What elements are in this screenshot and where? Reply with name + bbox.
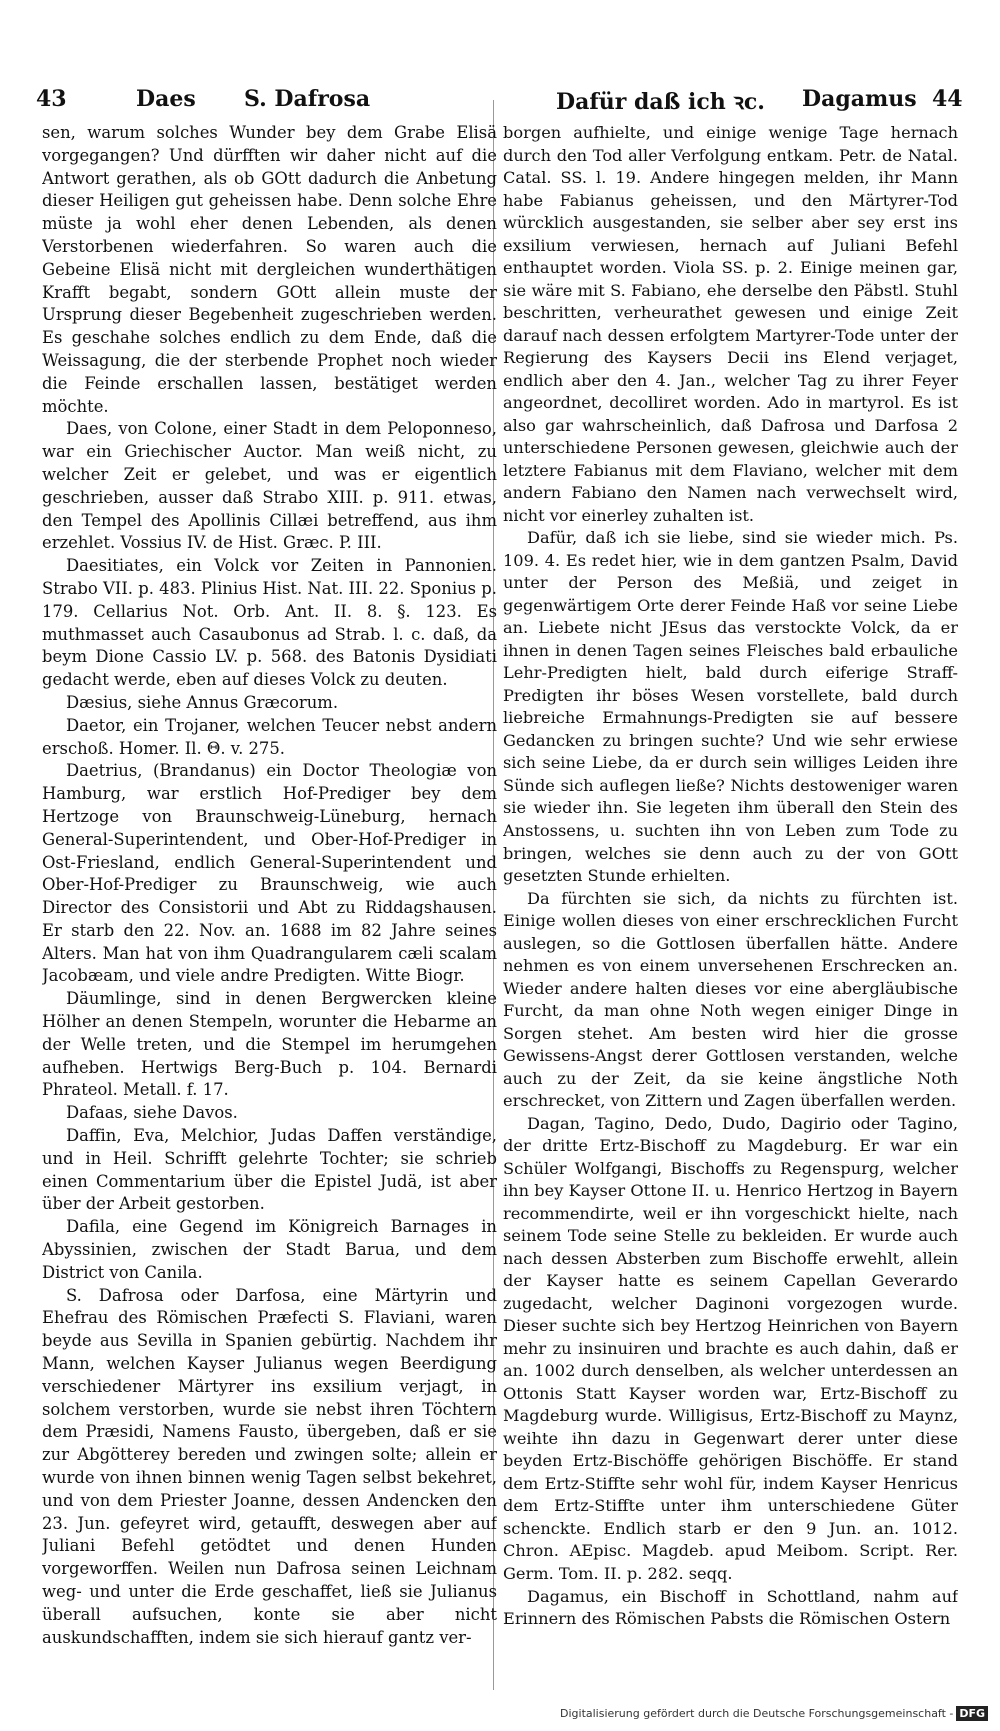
footer-text: Digitalisierung gefördert durch die Deutsche Forschungsgemeinschaft - — [560, 1707, 954, 1720]
entry-paragraph: Dafila, eine Gegend im Königreich Barnages in Abyssinien, zwischen der Stadt Barua, und dem District von Canila. — [42, 1217, 497, 1282]
entry-paragraph: Dafaas, siehe Davos. — [66, 1103, 238, 1123]
catchword-right-2: Dagamus — [802, 86, 917, 112]
page-number-right: 44 — [932, 86, 963, 112]
entry-paragraph: Dafür, daß ich sie liebe, sind sie wieder mich. Ps. 109. 4. Es redet hier, wie in dem gantzen Psalm, David unter der Person des Meßiä, und zeiget in gegenwärtigem Orte derer Feinde Haß vor seine Liebe an. Liebete nicht JEsus das verstockte Volck, da er ihnen in denen Tagen seines Fleisches bald erbauliche Lehr-Predigten hielt, bald durch eiferige Straff-Predigten ihr böses Wesen vorstellete, bald durch liebreiche Ermahnungs-Predigten sie auf bessere Gedancken zu bringen suchte? Und wie sehr erwiese sich seine Liebe, da er durch sein williges Leiden ihre Sünde sich auflegen ließe? Nichts destoweniger waren sie wieder ihn. Sie legeten ihm überall den Stein des Anstossens, u. suchten ihn von Leben zum Tode zu bringen, welches sie denn auch zu der von GOtt gesetzten Stunde erhielten. — [503, 528, 958, 886]
entry-paragraph: Däumlinge, sind in denen Bergwercken kleine Hölher an denen Stempeln, worunter die Hebarme an der Welle treten, und die Stempel im herumgehen aufheben. Hertwigs Berg-Buch p. 104. Bernardi Phrateol. Metall. f. 17. — [42, 989, 497, 1100]
entry-paragraph: Daetrius, (Brandanus) ein Doctor Theologiæ von Hamburg, war erstlich Hof-Prediger bey dem Hertzoge von Braunschweig-Lüneburg, hernach General-Superintendent, und Ober-Hof-Prediger in Ost-Friesland, endlich General-Superintendent und Ober-Hof-Prediger zu Braunschweig, wie auch Director des Consistorii und Abt zu Riddagshausen. Er starb den 22. Nov. an. 1688 im 82 Jahre seines Alters. Man hat von ihm Quadrangularem cæli scalam Jacobæam, und viele andre Predigten. Witte Biogr. — [42, 761, 497, 986]
entry-paragraph: Daetor, ein Trojaner, welchen Teucer nebst andern erschoß. Homer. Il. Θ. v. 275. — [42, 715, 497, 758]
catchword-left-2: S. Dafrosa — [244, 86, 371, 112]
dfg-logo: DFG — [956, 1706, 988, 1721]
entry-paragraph: borgen aufhielte, und einige wenige Tage hernach durch den Tod aller Verfolgung entkam. Petr. de Natal. Catal. SS. l. 19. Andere hingegen melden, ihr Mann habe Fabianus geheissen, und den Märtyrer-Tod würcklich ausgestanden, sie selber aber sey erst ins exsilium verwiesen, hernach auf Juliani Befehl enthauptet worden. Viola SS. p. 2. Einige meinen gar, sie wäre mit S. Fabiano, ehe derselbe den Päbstl. Stuhl beschritten, verheurathet gewesen und einige Zeit darauf nach dessen erfolgtem Martyrer-Tode unter der Regierung des Kaysers Decii ins Elend verjaget, endlich aber den 4. Jan., welcher Tag zu ihrer Feyer angeordnet, decolliret worden. Ado in martyrol. Es ist also gar wahrscheinlich, daß Dafrosa und Darfosa 2 unterschiedene Personen gewesen, gleichwie auch der letztere Fabianus mit dem Flaviano, welcher mit dem andern Fabiano den Namen nach verwechselt wird, nicht vor einerley zuhalten ist. — [503, 123, 958, 525]
entry-paragraph: S. Dafrosa oder Darfosa, eine Märtyrin und Ehefrau des Römischen Præfecti S. Flaviani, waren beyde aus Sevilla in Spanien gebürtig. Nachdem ihr Mann, welchen Kayser Julianus wegen Beerdigung verschiedener Märtyrer ins exsilium verjagt, in solchem verstorben, wurde sie nebst ihren Töchtern dem Præsidi, Namens Fausto, übergeben, daß er sie zur Abgötterey bereden und zwingen solte; allein er wurde von ihnen binnen wenig Tagen selbst bekehret, und von dem Priester Joanne, dessen Andencken den 23. Jun. gefeyret wird, getaufft, deswegen aber auf Juliani Befehl getödtet und denen Hunden vorgeworffen. Weilen nun Dafrosa seinen Leichnam weg- und unter die Erde geschaffet, ließ sie Julianus überall aufsuchen, konte sie aber nicht auskundschafften, indem sie sich hierauf gantz ver- — [42, 1285, 497, 1647]
entry-paragraph: Da fürchten sie sich, da nichts zu fürchten ist. Einige wollen dieses von einer erschrecklichen Furcht auslegen, so die Gottlosen überfallen hätte. Andere nehmen es von einem unversehenen Erschrecken an. Wieder andere halten dieses vor eine abergläubische Furcht, da man ohne Noth wegen einiger Dinge in Sorgen stehet. Am besten wird hier die grosse Gewissens-Angst derer Gottlosen verstanden, welche auch zu der Zeit, da sie keine ängstliche Noth erschrecket, von Zittern und Zagen überfallen werden. — [503, 888, 958, 1111]
page-number-left: 43 — [36, 86, 67, 112]
entry-paragraph: Daes, von Colone, einer Stadt in dem Peloponneso, war ein Griechischer Auctor. Man weiß nicht, zu welcher Zeit er gelebet, und was er eigentlich geschrieben, ausser daß Strabo XIII. p. 911. etwas, den Tempel des Apollinis Cillæi betreffend, aus ihm erzehlet. Vossius IV. de Hist. Græc. P. III. — [42, 419, 497, 553]
entry-paragraph: sen, warum solches Wunder bey dem Grabe Elisä vorgegangen? Und dürfften wir daher nicht auf die Antwort gerathen, als ob GOtt dadurch die Anbetung dieser Heiligen gut geheissen habe. Denn solche Ehre müste ja wohl eher denen Lebenden, als denen Verstorbenen wiederfahren. So waren auch die Gebeine Elisä nicht mit dergleichen wunderthätigen Krafft begabt, sondern GOtt allein muste der Ursprung dieser Begebenheit zugeschrieben werden. Es geschahe solches endlich zu dem Ende, daß die Weissagung, die der sterbende Prophet noch wieder die Feinde erschallen lassen, bestätiget werden möchte. — [42, 123, 497, 416]
entry-paragraph: Dagamus, ein Bischoff in Schottland, nahm auf Erinnern des Römischen Pabsts die Römischen Ostern — [503, 1586, 958, 1629]
running-header — [36, 86, 963, 120]
entry-paragraph: Daesitiates, ein Volck vor Zeiten in Pannonien. Strabo VII. p. 483. Plinius Hist. Nat. III. 22. Sponius p. 179. Cellarius Not. Orb. Ant. II. 8. §. 123. Es muthmasset auch Casaubonus ad Strab. l. c. daß, da beym Dione Cassio LV. p. 568. des Batonis Dysidiati gedacht werde, eben auf dieses Volck zu deuten. — [42, 556, 497, 690]
catchword-left-1: Daes — [136, 86, 196, 112]
left-column — [42, 122, 497, 1682]
right-column — [503, 122, 958, 1682]
entry-paragraph: Daffin, Eva, Melchior, Judas Daffen verständige, und in Heil. Schrifft gelehrte Tochter; sie schrieb einen Commentarium über die Epistel Judä, ist aber über der Arbeit gestorben. — [42, 1126, 497, 1214]
digitization-footer — [560, 1706, 986, 1726]
entry-paragraph: Dagan, Tagino, Dedo, Dudo, Dagirio oder Tagino, der dritte Ertz-Bischoff zu Magdeburg. Er war ein Schüler Wolfgangi, Bischoffs zu Regenspurg, welcher ihn bey Kayser Ottone II. u. Henrico Hertzog in Bayern recommendirte, weil er ihn vorgeschickt hielte, nach seinem Tode seine Stelle zu bekleiden. Er wurde auch nach dessen Absterben zum Bischoffe erwehlt, allein der Kayser hatte es seinem Capellan Geverardo zugedacht, welcher Daginoni vorgezogen wurde. Dieser suchte sich bey Hertzog Heinrichen von Bayern mehr zu insinuiren und brachte es auch dahin, daß er an. 1002 durch denselben, als welcher unterdessen an Ottonis Statt Kayser worden war, Ertz-Bischoff zu Magdeburg wurde. Willigisus, Ertz-Bischoff zu Maynz, weihte ihn dazu in Gegenwart derer unter diese beyden Ertz-Bischöffe gehörigen Bischöffe. Er stand dem Ertz-Stiffte sehr wohl für, indem Kayser Henricus dem Ertz-Stiffte unter ihm unterschiedene Güter schenckte. Endlich starb er den 9 Jun. an. 1012. Chron. AEpisc. Magdeb. apud Meibom. Script. Rer. Germ. Tom. II. p. 282. seqq. — [503, 1113, 958, 1583]
entry-paragraph: Dæsius, siehe Annus Græcorum. — [66, 692, 339, 712]
catchword-right-1: Dafür daß ich ꝛc. — [556, 89, 765, 115]
